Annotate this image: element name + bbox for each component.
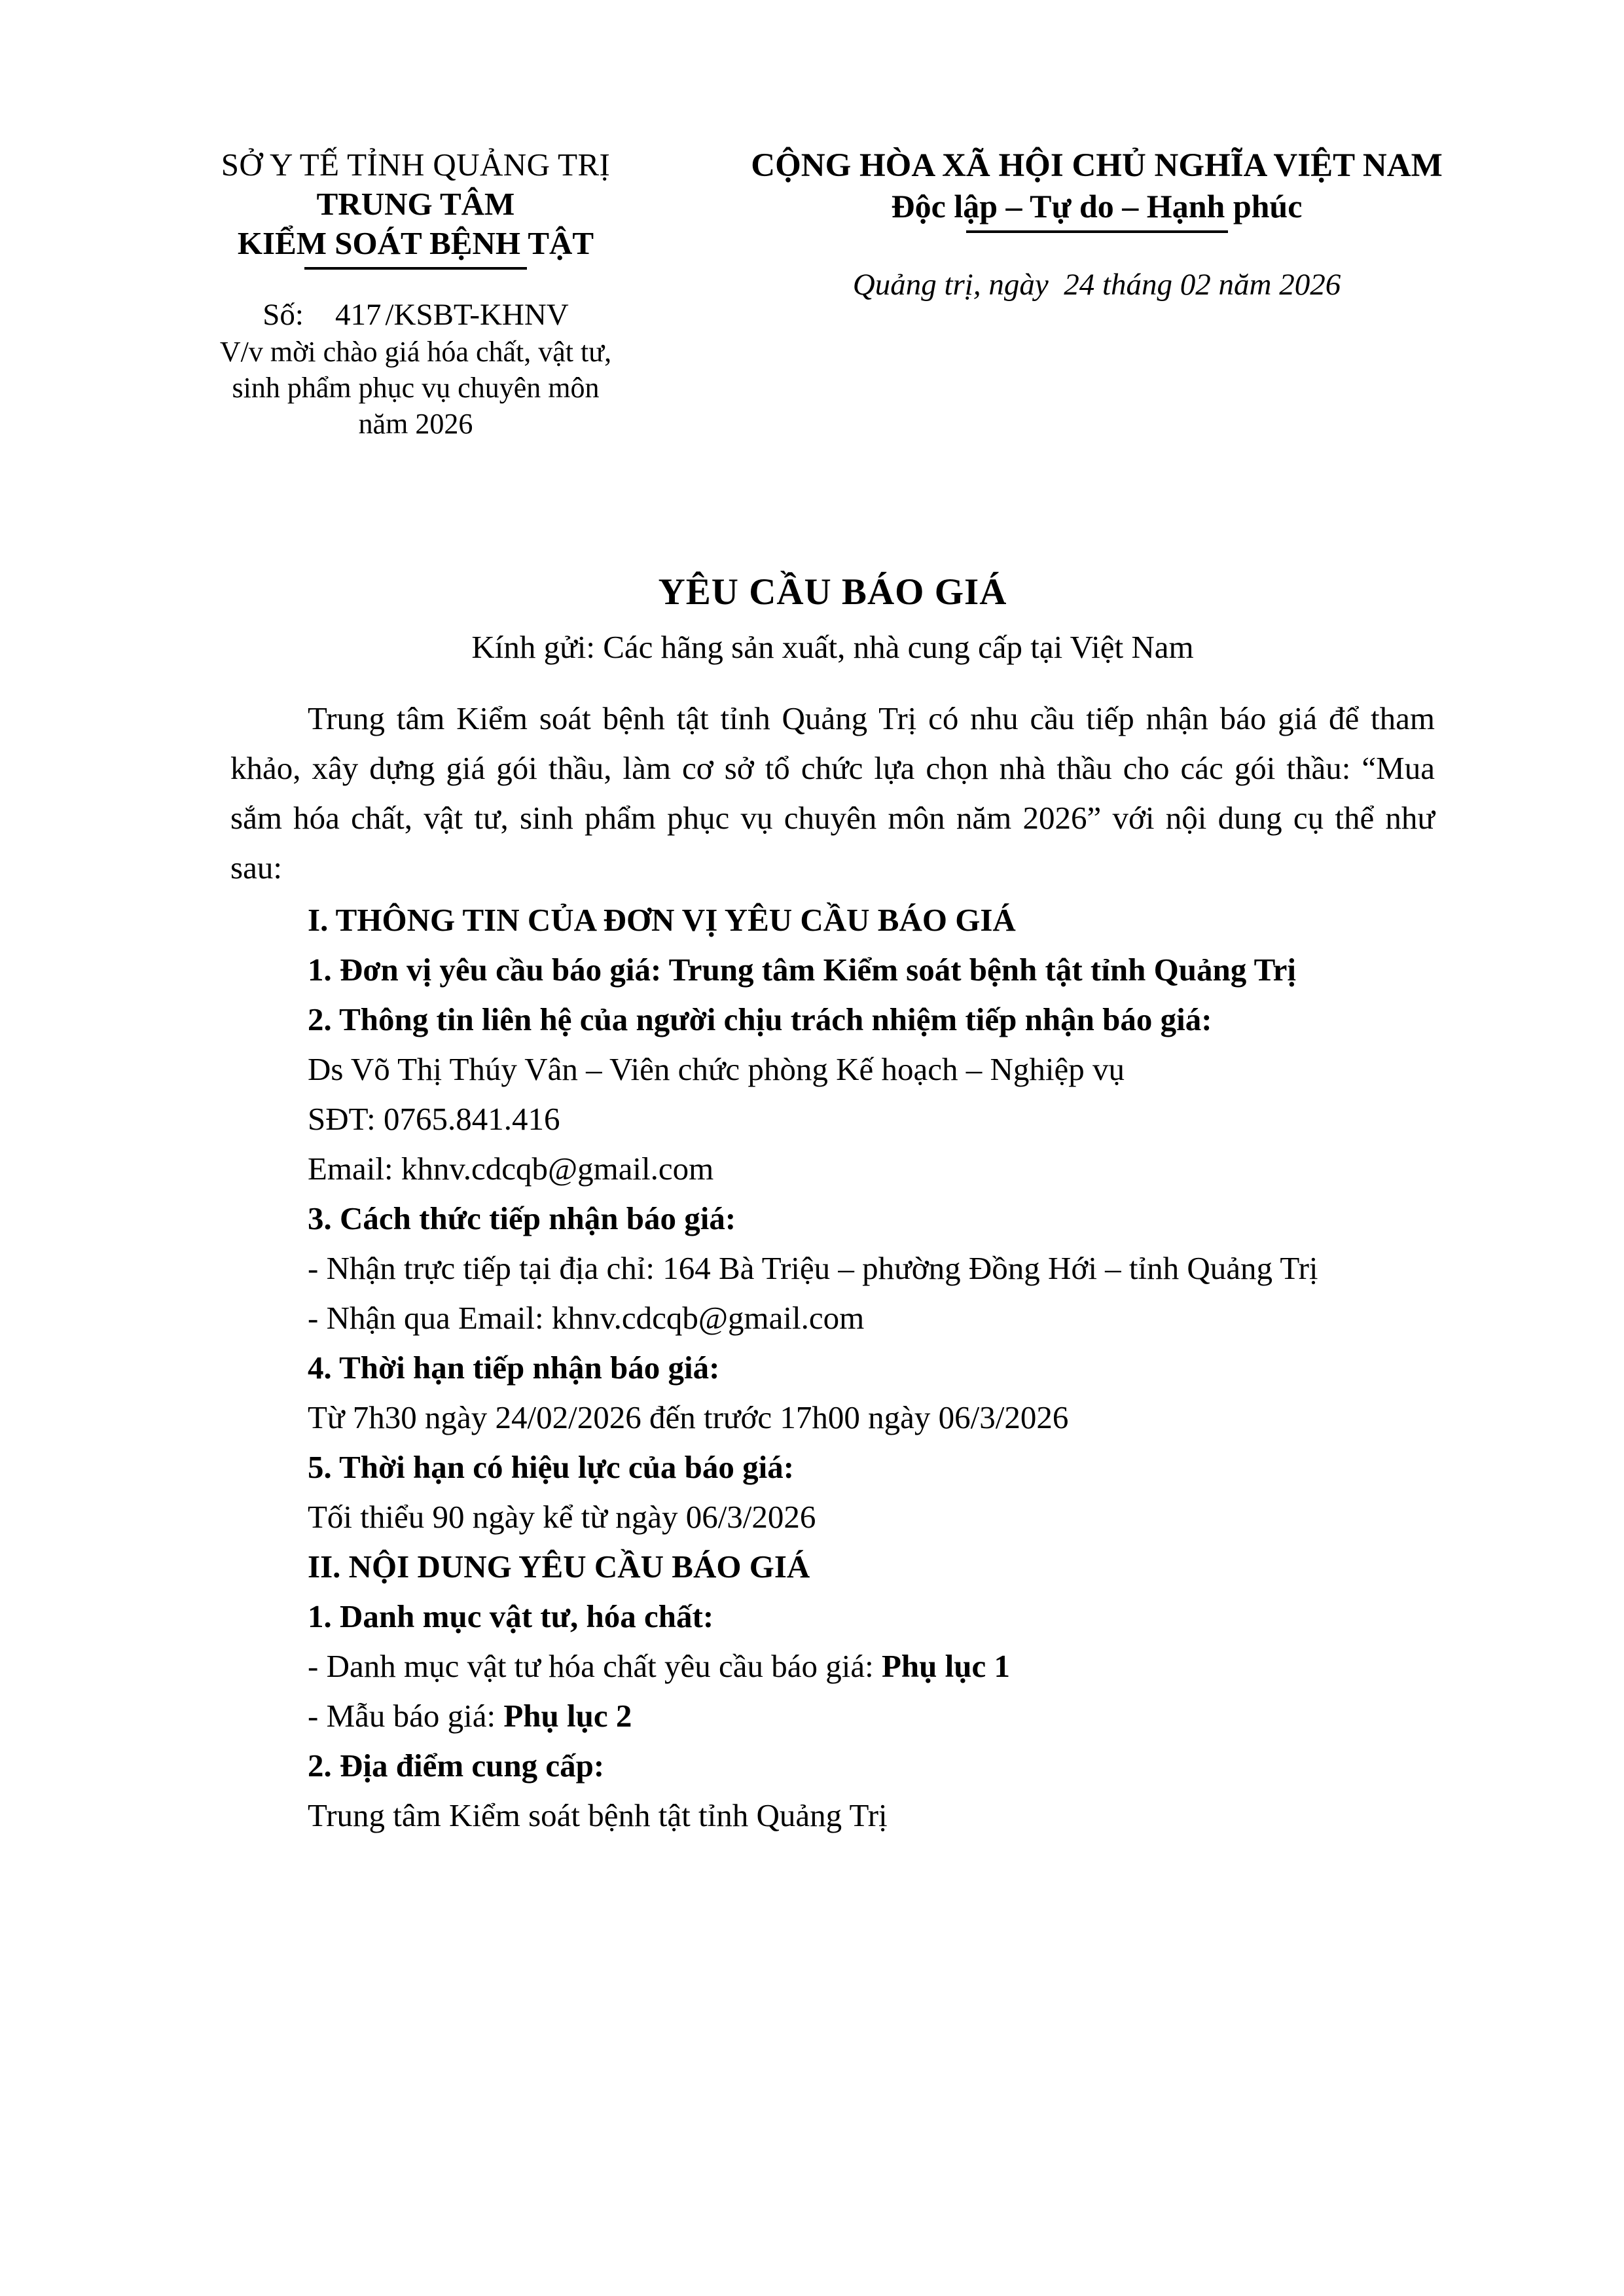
- section-heading-2: II. NỘI DUNG YÊU CẦU BÁO GIÁ: [308, 1549, 810, 1585]
- document-number: [111, 296, 720, 334]
- appendix-2-line: [230, 1691, 1435, 1741]
- section-heading-1: I. THÔNG TIN CỦA ĐƠN VỊ YÊU CẦU BÁO GIÁ: [308, 902, 1016, 938]
- country-name: CỘNG HÒA XÃ HỘI CHỦ NGHĨA VIỆT NAM: [751, 147, 1443, 184]
- letterhead-divider-left: [304, 267, 527, 270]
- place-and-date: Quảng trị, ngày 24 tháng 02 năm 2026: [852, 268, 1341, 302]
- document-subject-line-1: V/v mời chào giá hóa chất, vật tư,: [219, 336, 612, 368]
- document-body: [230, 569, 1435, 1840]
- department-name: SỞ Y TẾ TỈNH QUẢNG TRỊ: [221, 147, 611, 183]
- intro-paragraph: Trung tâm Kiểm soát bệnh tật tỉnh Quảng Trị có nhu cầu tiếp nhận báo giá để tham khảo, xây dựng giá gói thầu, làm cơ sở tổ chức lựa chọn nhà thầu cho các gói thầu: “Mua sắm hóa chất, vật tư, sinh phẩm phục vụ chuyên môn năm 2026” với nội dung cụ thể như sau:: [230, 700, 1435, 886]
- appendix-1-text: - Danh mục vật tư hóa chất yêu cầu báo giá:: [308, 1648, 882, 1684]
- page-title: YÊU CẦU BÁO GIÁ: [658, 571, 1007, 613]
- submission-method-email: - Nhận qua Email: khnv.cdcqb@gmail.com: [308, 1300, 865, 1336]
- document-subject: [111, 334, 720, 442]
- issuing-organization-block: [0, 145, 720, 442]
- document-subject-line-2: sinh phẩm phục vụ chuyên môn: [232, 372, 600, 404]
- submission-deadline-value: Từ 7h30 ngày 24/02/2026 đến trước 17h00 ngày 06/3/2026: [308, 1399, 1069, 1435]
- appendix-1-reference: Phụ lục 1: [881, 1648, 1010, 1684]
- contact-name: Ds Võ Thị Thúy Vân – Viên chức phòng Kế hoạch – Nghiệp vụ: [308, 1051, 1125, 1087]
- national-motto: Độc lập – Tự do – Hạnh phúc: [891, 188, 1303, 224]
- letterhead: [0, 145, 1624, 442]
- document-subject-line-3: năm 2026: [358, 408, 473, 440]
- section-1-item-3: 3. Cách thức tiếp nhận báo giá:: [308, 1200, 736, 1236]
- document-number-suffix: /KSBT-KHNV: [385, 298, 569, 332]
- appendix-2-text: - Mẫu báo giá:: [308, 1698, 504, 1734]
- national-heading-block: [720, 145, 1624, 304]
- appendix-2-reference: Phụ lục 2: [503, 1698, 632, 1734]
- appendix-1-line: [230, 1641, 1435, 1691]
- quote-validity-value: Tối thiểu 90 ngày kể từ ngày 06/3/2026: [308, 1499, 816, 1535]
- letterhead-divider-right: [966, 230, 1228, 233]
- section-1-item-1: 1. Đơn vị yêu cầu báo giá: Trung tâm Kiểm soát bệnh tật tỉnh Quảng Trị: [308, 952, 1297, 988]
- section-2-item-1: 1. Danh mục vật tư, hóa chất:: [308, 1598, 714, 1634]
- center-name-line-2: KIỂM SOÁT BỆNH TẬT: [237, 225, 594, 261]
- document-number-label: Số:: [262, 298, 304, 332]
- contact-phone: SĐT: 0765.841.416: [308, 1101, 560, 1137]
- document-number-value: 417: [334, 298, 382, 332]
- delivery-location-value: Trung tâm Kiểm soát bệnh tật tỉnh Quảng Trị: [308, 1797, 888, 1833]
- submission-method-in-person: - Nhận trực tiếp tại địa chỉ: 164 Bà Triệu – phường Đồng Hới – tỉnh Quảng Trị: [308, 1250, 1318, 1286]
- center-name-line-1: TRUNG TÂM: [316, 186, 515, 222]
- section-2-item-2: 2. Địa điểm cung cấp:: [308, 1748, 605, 1784]
- section-1-item-2: 2. Thông tin liên hệ của người chịu trách nhiệm tiếp nhận báo giá:: [308, 1001, 1212, 1037]
- section-1-item-4: 4. Thời hạn tiếp nhận báo giá:: [308, 1350, 720, 1386]
- section-1-item-5: 5. Thời hạn có hiệu lực của báo giá:: [308, 1449, 795, 1485]
- contact-email: Email: khnv.cdcqb@gmail.com: [308, 1151, 714, 1187]
- recipients-line: Kính gửi: Các hãng sản xuất, nhà cung cấp tại Việt Nam: [471, 629, 1194, 665]
